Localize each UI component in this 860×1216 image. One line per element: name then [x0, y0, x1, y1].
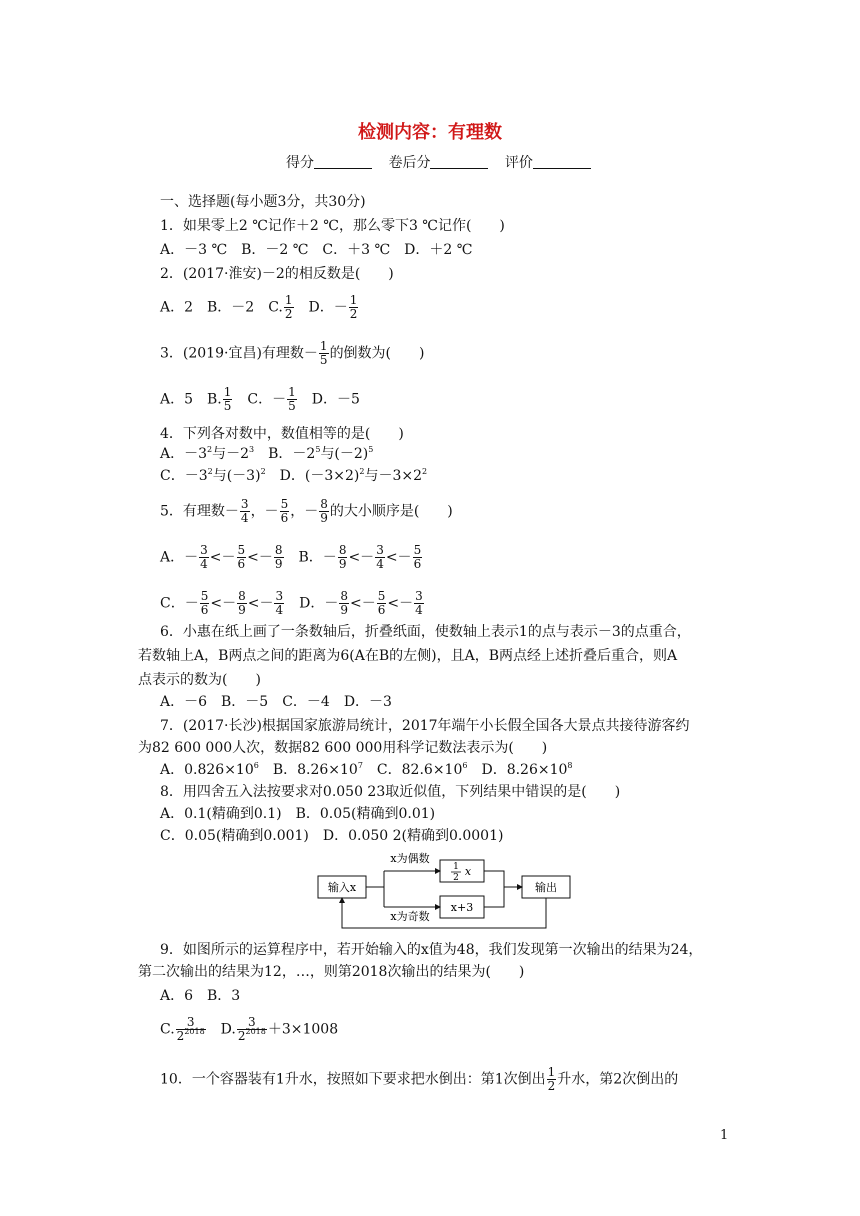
score-label: 得分: [286, 155, 314, 171]
question-2-stem: 2．(2017·淮安)－2的相反数是( ): [160, 266, 394, 282]
flow-input-label: 输入x: [327, 881, 357, 894]
question-8-options-cd: C．0.05(精确到0.001) D．0.050 2(精确到0.0001): [160, 828, 504, 844]
flow-even-label: x为偶数: [390, 852, 430, 865]
question-4-options-ab: A．$-3^2$与$-2^3$ B．$-2^5$与$(-2)^5$: [160, 445, 374, 462]
question-3-stem: 3．(2019·宜昌)有理数－ $\frac{1}{5}$ 的倒数为( ): [160, 339, 425, 367]
question-6-line-3: 点表示的数为( ): [138, 672, 261, 688]
question-9-options-ab: A．6 B．3: [160, 988, 241, 1004]
question-7-line-2: 为82 600 000人次，数据82 600 000用科学记数法表示为( ): [138, 740, 548, 756]
question-7-line-1: 7．(2017·长沙)根据国家旅游局统计，2017年端午小长假全国各大景点共接待游客约: [160, 718, 690, 734]
page-number: 1: [720, 1128, 729, 1143]
fraction-one-fifth: $\frac{1}{5}$: [288, 385, 296, 413]
fraction-one-fifth: $\frac{1}{5}$: [319, 339, 328, 367]
final-score-label: 卷后分: [388, 155, 431, 171]
question-1-stem: 1．如果零上2 ℃记作＋2 ℃，那么零下3 ℃记作( ): [160, 218, 505, 234]
question-2-options: [160, 294, 359, 321]
evaluation-blank: [533, 154, 591, 169]
page-title: 检测内容：有理数: [358, 122, 502, 143]
question-4-options-cd: C．$-3^2$与$(-3)^2$ D．$(-3\times 2)^2$与$-3\times 2^2$: [160, 467, 428, 484]
flow-plus3-label: x+3: [450, 901, 474, 914]
question-8-options-ab: A．0.1(精确到0.1) B．0.05(精确到0.01): [160, 806, 436, 822]
flow-output-label: 输出: [535, 881, 557, 894]
flow-half-num: 1: [453, 862, 459, 872]
question-9-line-2: 第二次输出的结果为12，…，则第2018次输出的结果为( ): [138, 964, 525, 980]
final-score-blank: [430, 154, 488, 169]
flow-half-den: 2: [453, 873, 459, 883]
question-3-options: A．5 B. $\frac{1}{5}$ C．－ $\frac{1}{5}$ D．－5: [160, 385, 360, 413]
question-6-line-1: 6．小惠在纸上画了一条数轴后，折叠纸面，使数轴上表示1的点与表示－3的点重合，: [160, 624, 691, 640]
score-blank: [314, 154, 372, 169]
fraction-one-half: $\frac{1}{2}$: [284, 293, 293, 321]
question-5-options-cd: C．－ $\frac{5}{6}$ <－ $\frac{8}{9}$ <－ $\frac{3}{4}$ D．－ $\frac{8}{9}$ <－ $\frac{5}{6}$ <－ $\frac{3}{4}$: [160, 589, 423, 617]
question-4-stem: 4．下列各对数中，数值相等的是( ): [160, 426, 404, 442]
question-1-options: A．－3 ℃ B．－2 ℃ C．＋3 ℃ D．＋2 ℃: [160, 242, 473, 258]
question-6-options: A．－6 B．－5 C．－4 D．－3: [160, 694, 392, 710]
question-6-line-2: 若数轴上A，B两点之间的距离为6(A在B的左侧)，且A，B两点经上述折叠后重合，则A: [138, 648, 678, 664]
question-9-line-1: 9．如图所示的运算程序中，若开始输入的x值为48，我们发现第一次输出的结果为24，: [160, 942, 703, 958]
fraction-one-half: $\frac{1}{2}$: [547, 1065, 556, 1093]
evaluation-label: 评价: [504, 155, 533, 171]
question-7-options: A．$0.826\times 10^6$ B．$8.26\times 10^7$ C．$82.6\times 10^6$ D．$8.26\times 10^8$: [160, 761, 573, 778]
question-10-line-1: 10．一个容器装有1升水，按照如下要求把水倒出：第1次倒出 $\frac{1}{2}$ 升水，第2次倒出的: [160, 1065, 679, 1093]
section-heading: 一、选择题(每小题3分，共30分): [160, 194, 366, 210]
flow-half-var: x: [464, 865, 472, 878]
question-9-options-cd: C. $\frac{3}{2^{2018}}$ D. $\frac{3}{2^{2018}}$ ＋3×1008: [160, 1015, 339, 1043]
flow-odd-label: x为奇数: [390, 910, 430, 923]
question-8-stem: 8．用四舍五入法按要求对0.050 23取近似值，下列结果中错误的是( ): [160, 784, 621, 800]
flowchart-diagram: [300, 848, 580, 932]
fraction-one-half: $\frac{1}{2}$: [349, 293, 358, 321]
question-5-options-ab: A．－ $\frac{3}{4}$ <－ $\frac{5}{6}$ <－ $\frac{8}{9}$ B．－ $\frac{8}{9}$ <－ $\frac{3}{4}$ <－ $\frac{5}{6}$: [160, 543, 422, 571]
question-5-stem: 5．有理数－ $\frac{3}{4}$ ，－ $\frac{5}{6}$ ，－ $\frac{8}{9}$ 的大小顺序是( ): [160, 497, 453, 525]
q2-option-ab: A．2 B．－2 C.: [160, 299, 283, 316]
score-line: [286, 152, 603, 172]
half-box: [440, 860, 484, 882]
fraction-one-fifth: $\frac{1}{5}$: [223, 385, 232, 413]
q2-option-d: D．－: [294, 299, 348, 316]
